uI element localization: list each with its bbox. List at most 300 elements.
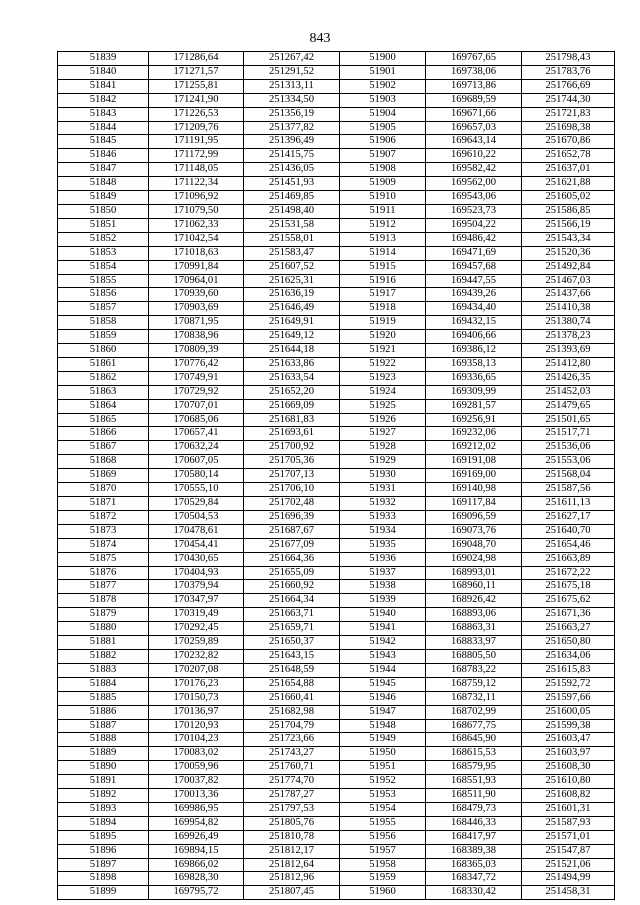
- x-coordinate-cell: 170232,82: [149, 649, 244, 663]
- point-number-cell: 51878: [58, 594, 149, 608]
- y-coordinate-cell: 251660,41: [244, 691, 340, 705]
- table-row: [58, 330, 615, 344]
- y-coordinate-cell: 251637,01: [522, 163, 615, 177]
- coordinates-table-body: [58, 52, 615, 900]
- point-number-cell: 51926: [340, 413, 426, 427]
- point-number-cell: 51869: [58, 469, 149, 483]
- y-coordinate-cell: 251655,09: [244, 566, 340, 580]
- point-number-cell: 51889: [58, 747, 149, 761]
- x-coordinate-cell: 169439,26: [426, 288, 522, 302]
- x-coordinate-cell: 169024,98: [426, 552, 522, 566]
- x-coordinate-cell: 171255,81: [149, 79, 244, 93]
- point-number-cell: 51844: [58, 121, 149, 135]
- point-number-cell: 51951: [340, 761, 426, 775]
- point-number-cell: 51870: [58, 483, 149, 497]
- y-coordinate-cell: 251608,30: [522, 761, 615, 775]
- table-row: [58, 455, 615, 469]
- y-coordinate-cell: 251723,66: [244, 733, 340, 747]
- x-coordinate-cell: 170707,01: [149, 399, 244, 413]
- y-coordinate-cell: 251705,36: [244, 455, 340, 469]
- y-coordinate-cell: 251558,01: [244, 232, 340, 246]
- x-coordinate-cell: 169386,12: [426, 344, 522, 358]
- x-coordinate-cell: 171079,50: [149, 204, 244, 218]
- point-number-cell: 51853: [58, 246, 149, 260]
- table-row: [58, 844, 615, 858]
- y-coordinate-cell: 251521,06: [522, 858, 615, 872]
- point-number-cell: 51860: [58, 344, 149, 358]
- x-coordinate-cell: 169894,15: [149, 844, 244, 858]
- x-coordinate-cell: 169543,06: [426, 191, 522, 205]
- y-coordinate-cell: 251517,71: [522, 427, 615, 441]
- x-coordinate-cell: 168347,72: [426, 872, 522, 886]
- x-coordinate-cell: 168863,31: [426, 622, 522, 636]
- table-row: [58, 775, 615, 789]
- table-row: [58, 65, 615, 79]
- point-number-cell: 51863: [58, 385, 149, 399]
- y-coordinate-cell: 251766,69: [522, 79, 615, 93]
- y-coordinate-cell: 251599,38: [522, 719, 615, 733]
- x-coordinate-cell: 168759,12: [426, 677, 522, 691]
- table-row: [58, 524, 615, 538]
- y-coordinate-cell: 251553,06: [522, 455, 615, 469]
- x-coordinate-cell: 169358,13: [426, 357, 522, 371]
- x-coordinate-cell: 168417,97: [426, 830, 522, 844]
- y-coordinate-cell: 251531,58: [244, 218, 340, 232]
- y-coordinate-cell: 251603,97: [522, 747, 615, 761]
- x-coordinate-cell: 169447,55: [426, 274, 522, 288]
- y-coordinate-cell: 251664,34: [244, 594, 340, 608]
- y-coordinate-cell: 251627,17: [522, 510, 615, 524]
- point-number-cell: 51948: [340, 719, 426, 733]
- point-number-cell: 51940: [340, 608, 426, 622]
- point-number-cell: 51890: [58, 761, 149, 775]
- y-coordinate-cell: 251654,46: [522, 538, 615, 552]
- y-coordinate-cell: 251601,31: [522, 802, 615, 816]
- x-coordinate-cell: 168833,97: [426, 636, 522, 650]
- point-number-cell: 51952: [340, 775, 426, 789]
- x-coordinate-cell: 170809,39: [149, 344, 244, 358]
- point-number-cell: 51872: [58, 510, 149, 524]
- x-coordinate-cell: 170292,45: [149, 622, 244, 636]
- x-coordinate-cell: 169434,40: [426, 302, 522, 316]
- x-coordinate-cell: 169096,59: [426, 510, 522, 524]
- x-coordinate-cell: 169169,00: [426, 469, 522, 483]
- x-coordinate-cell: 168511,90: [426, 789, 522, 803]
- y-coordinate-cell: 251356,19: [244, 107, 340, 121]
- table-row: [58, 816, 615, 830]
- table-row: [58, 246, 615, 260]
- point-number-cell: 51903: [340, 93, 426, 107]
- table-row: [58, 622, 615, 636]
- x-coordinate-cell: 169671,66: [426, 107, 522, 121]
- y-coordinate-cell: 251436,05: [244, 163, 340, 177]
- x-coordinate-cell: 170478,61: [149, 524, 244, 538]
- x-coordinate-cell: 168389,38: [426, 844, 522, 858]
- point-number-cell: 51909: [340, 177, 426, 191]
- x-coordinate-cell: 169191,08: [426, 455, 522, 469]
- y-coordinate-cell: 251611,13: [522, 497, 615, 511]
- x-coordinate-cell: 169713,86: [426, 79, 522, 93]
- point-number-cell: 51916: [340, 274, 426, 288]
- point-number-cell: 51876: [58, 566, 149, 580]
- y-coordinate-cell: 251479,65: [522, 399, 615, 413]
- x-coordinate-cell: 169767,65: [426, 52, 522, 66]
- point-number-cell: 51854: [58, 260, 149, 274]
- point-number-cell: 51904: [340, 107, 426, 121]
- y-coordinate-cell: 251334,50: [244, 93, 340, 107]
- y-coordinate-cell: 251810,78: [244, 830, 340, 844]
- x-coordinate-cell: 170991,84: [149, 260, 244, 274]
- x-coordinate-cell: 168645,90: [426, 733, 522, 747]
- y-coordinate-cell: 251744,30: [522, 93, 615, 107]
- y-coordinate-cell: 251451,93: [244, 177, 340, 191]
- point-number-cell: 51934: [340, 524, 426, 538]
- table-row: [58, 538, 615, 552]
- point-number-cell: 51936: [340, 552, 426, 566]
- y-coordinate-cell: 251380,74: [522, 316, 615, 330]
- x-coordinate-cell: 169457,68: [426, 260, 522, 274]
- y-coordinate-cell: 251797,53: [244, 802, 340, 816]
- table-row: [58, 427, 615, 441]
- point-number-cell: 51922: [340, 357, 426, 371]
- x-coordinate-cell: 170347,97: [149, 594, 244, 608]
- y-coordinate-cell: 251547,87: [522, 844, 615, 858]
- y-coordinate-cell: 251469,85: [244, 191, 340, 205]
- x-coordinate-cell: 171191,95: [149, 135, 244, 149]
- table-row: [58, 483, 615, 497]
- y-coordinate-cell: 251646,49: [244, 302, 340, 316]
- x-coordinate-cell: 169256,91: [426, 413, 522, 427]
- x-coordinate-cell: 171271,57: [149, 65, 244, 79]
- x-coordinate-cell: 169795,72: [149, 886, 244, 900]
- x-coordinate-cell: 170776,42: [149, 357, 244, 371]
- y-coordinate-cell: 251437,66: [522, 288, 615, 302]
- x-coordinate-cell: 169582,42: [426, 163, 522, 177]
- table-row: [58, 608, 615, 622]
- x-coordinate-cell: 170749,91: [149, 371, 244, 385]
- table-row: [58, 719, 615, 733]
- point-number-cell: 51913: [340, 232, 426, 246]
- x-coordinate-cell: 170871,95: [149, 316, 244, 330]
- point-number-cell: 51957: [340, 844, 426, 858]
- point-number-cell: 51954: [340, 802, 426, 816]
- point-number-cell: 51919: [340, 316, 426, 330]
- point-number-cell: 51930: [340, 469, 426, 483]
- table-row: [58, 260, 615, 274]
- x-coordinate-cell: 168677,75: [426, 719, 522, 733]
- table-row: [58, 858, 615, 872]
- x-coordinate-cell: 168926,42: [426, 594, 522, 608]
- x-coordinate-cell: 169073,76: [426, 524, 522, 538]
- table-row: [58, 802, 615, 816]
- point-number-cell: 51942: [340, 636, 426, 650]
- point-number-cell: 51917: [340, 288, 426, 302]
- x-coordinate-cell: 170207,08: [149, 663, 244, 677]
- point-number-cell: 51888: [58, 733, 149, 747]
- point-number-cell: 51845: [58, 135, 149, 149]
- point-number-cell: 51928: [340, 441, 426, 455]
- y-coordinate-cell: 251783,76: [522, 65, 615, 79]
- point-number-cell: 51871: [58, 497, 149, 511]
- table-row: [58, 441, 615, 455]
- table-row: [58, 288, 615, 302]
- table-row: [58, 52, 615, 66]
- x-coordinate-cell: 171096,92: [149, 191, 244, 205]
- y-coordinate-cell: 251669,09: [244, 399, 340, 413]
- y-coordinate-cell: 251426,35: [522, 371, 615, 385]
- point-number-cell: 51891: [58, 775, 149, 789]
- table-row: [58, 691, 615, 705]
- x-coordinate-cell: 169117,84: [426, 497, 522, 511]
- point-number-cell: 51925: [340, 399, 426, 413]
- point-number-cell: 51849: [58, 191, 149, 205]
- y-coordinate-cell: 251693,61: [244, 427, 340, 441]
- x-coordinate-cell: 171226,53: [149, 107, 244, 121]
- point-number-cell: 51944: [340, 663, 426, 677]
- point-number-cell: 51955: [340, 816, 426, 830]
- point-number-cell: 51861: [58, 357, 149, 371]
- point-number-cell: 51850: [58, 204, 149, 218]
- x-coordinate-cell: 170319,49: [149, 608, 244, 622]
- x-coordinate-cell: 168805,50: [426, 649, 522, 663]
- y-coordinate-cell: 251615,83: [522, 663, 615, 677]
- point-number-cell: 51929: [340, 455, 426, 469]
- point-number-cell: 51897: [58, 858, 149, 872]
- y-coordinate-cell: 251603,47: [522, 733, 615, 747]
- point-number-cell: 51848: [58, 177, 149, 191]
- point-number-cell: 51901: [340, 65, 426, 79]
- y-coordinate-cell: 251412,80: [522, 357, 615, 371]
- x-coordinate-cell: 170379,94: [149, 580, 244, 594]
- table-row: [58, 135, 615, 149]
- y-coordinate-cell: 251663,89: [522, 552, 615, 566]
- y-coordinate-cell: 251812,17: [244, 844, 340, 858]
- x-coordinate-cell: 169986,95: [149, 802, 244, 816]
- y-coordinate-cell: 251644,18: [244, 344, 340, 358]
- table-row: [58, 552, 615, 566]
- x-coordinate-cell: 168732,11: [426, 691, 522, 705]
- y-coordinate-cell: 251798,43: [522, 52, 615, 66]
- y-coordinate-cell: 251587,56: [522, 483, 615, 497]
- y-coordinate-cell: 251378,23: [522, 330, 615, 344]
- x-coordinate-cell: 170430,65: [149, 552, 244, 566]
- x-coordinate-cell: 169562,00: [426, 177, 522, 191]
- point-number-cell: 51868: [58, 455, 149, 469]
- coordinates-table: [57, 51, 615, 900]
- x-coordinate-cell: 170607,05: [149, 455, 244, 469]
- x-coordinate-cell: 169643,14: [426, 135, 522, 149]
- point-number-cell: 51864: [58, 399, 149, 413]
- point-number-cell: 51881: [58, 636, 149, 650]
- x-coordinate-cell: 168993,01: [426, 566, 522, 580]
- point-number-cell: 51899: [58, 886, 149, 900]
- x-coordinate-cell: 170504,53: [149, 510, 244, 524]
- x-coordinate-cell: 169140,98: [426, 483, 522, 497]
- y-coordinate-cell: 251652,78: [522, 149, 615, 163]
- table-row: [58, 93, 615, 107]
- point-number-cell: 51841: [58, 79, 149, 93]
- point-number-cell: 51949: [340, 733, 426, 747]
- y-coordinate-cell: 251664,36: [244, 552, 340, 566]
- x-coordinate-cell: 168479,73: [426, 802, 522, 816]
- point-number-cell: 51840: [58, 65, 149, 79]
- x-coordinate-cell: 170120,93: [149, 719, 244, 733]
- point-number-cell: 51866: [58, 427, 149, 441]
- table-row: [58, 357, 615, 371]
- point-number-cell: 51923: [340, 371, 426, 385]
- y-coordinate-cell: 251671,36: [522, 608, 615, 622]
- point-number-cell: 51855: [58, 274, 149, 288]
- y-coordinate-cell: 251805,76: [244, 816, 340, 830]
- table-row: [58, 218, 615, 232]
- x-coordinate-cell: 170555,10: [149, 483, 244, 497]
- y-coordinate-cell: 251760,71: [244, 761, 340, 775]
- x-coordinate-cell: 169866,02: [149, 858, 244, 872]
- point-number-cell: 51847: [58, 163, 149, 177]
- point-number-cell: 51912: [340, 218, 426, 232]
- point-number-cell: 51943: [340, 649, 426, 663]
- table-row: [58, 636, 615, 650]
- point-number-cell: 51873: [58, 524, 149, 538]
- table-row: [58, 677, 615, 691]
- y-coordinate-cell: 251625,31: [244, 274, 340, 288]
- y-coordinate-cell: 251670,86: [522, 135, 615, 149]
- y-coordinate-cell: 251704,79: [244, 719, 340, 733]
- y-coordinate-cell: 251649,91: [244, 316, 340, 330]
- x-coordinate-cell: 169336,65: [426, 371, 522, 385]
- point-number-cell: 51914: [340, 246, 426, 260]
- y-coordinate-cell: 251743,27: [244, 747, 340, 761]
- x-coordinate-cell: 170136,97: [149, 705, 244, 719]
- x-coordinate-cell: 169738,06: [426, 65, 522, 79]
- x-coordinate-cell: 169281,57: [426, 399, 522, 413]
- point-number-cell: 51935: [340, 538, 426, 552]
- y-coordinate-cell: 251587,93: [522, 816, 615, 830]
- x-coordinate-cell: 169689,59: [426, 93, 522, 107]
- x-coordinate-cell: 170059,96: [149, 761, 244, 775]
- x-coordinate-cell: 170150,73: [149, 691, 244, 705]
- y-coordinate-cell: 251415,75: [244, 149, 340, 163]
- x-coordinate-cell: 169406,66: [426, 330, 522, 344]
- table-row: [58, 469, 615, 483]
- point-number-cell: 51877: [58, 580, 149, 594]
- point-number-cell: 51918: [340, 302, 426, 316]
- y-coordinate-cell: 251452,03: [522, 385, 615, 399]
- point-number-cell: 51857: [58, 302, 149, 316]
- table-row: [58, 385, 615, 399]
- table-row: [58, 163, 615, 177]
- y-coordinate-cell: 251700,92: [244, 441, 340, 455]
- y-coordinate-cell: 251492,84: [522, 260, 615, 274]
- point-number-cell: 51933: [340, 510, 426, 524]
- table-row: [58, 274, 615, 288]
- y-coordinate-cell: 251633,86: [244, 357, 340, 371]
- point-number-cell: 51902: [340, 79, 426, 93]
- y-coordinate-cell: 251696,39: [244, 510, 340, 524]
- point-number-cell: 51905: [340, 121, 426, 135]
- x-coordinate-cell: 168960,11: [426, 580, 522, 594]
- x-coordinate-cell: 168330,42: [426, 886, 522, 900]
- x-coordinate-cell: 171286,64: [149, 52, 244, 66]
- point-number-cell: 51875: [58, 552, 149, 566]
- point-number-cell: 51931: [340, 483, 426, 497]
- y-coordinate-cell: 251267,42: [244, 52, 340, 66]
- x-coordinate-cell: 169523,73: [426, 204, 522, 218]
- point-number-cell: 51885: [58, 691, 149, 705]
- x-coordinate-cell: 169828,30: [149, 872, 244, 886]
- point-number-cell: 51893: [58, 802, 149, 816]
- point-number-cell: 51953: [340, 789, 426, 803]
- point-number-cell: 51842: [58, 93, 149, 107]
- x-coordinate-cell: 169471,69: [426, 246, 522, 260]
- table-row: [58, 566, 615, 580]
- point-number-cell: 51852: [58, 232, 149, 246]
- y-coordinate-cell: 251605,02: [522, 191, 615, 205]
- x-coordinate-cell: 169048,70: [426, 538, 522, 552]
- point-number-cell: 51886: [58, 705, 149, 719]
- table-row: [58, 232, 615, 246]
- x-coordinate-cell: 168702,99: [426, 705, 522, 719]
- x-coordinate-cell: 168551,93: [426, 775, 522, 789]
- y-coordinate-cell: 251649,12: [244, 330, 340, 344]
- x-coordinate-cell: 170657,41: [149, 427, 244, 441]
- y-coordinate-cell: 251675,18: [522, 580, 615, 594]
- y-coordinate-cell: 251498,40: [244, 204, 340, 218]
- x-coordinate-cell: 170903,69: [149, 302, 244, 316]
- point-number-cell: 51910: [340, 191, 426, 205]
- y-coordinate-cell: 251586,85: [522, 204, 615, 218]
- y-coordinate-cell: 251571,01: [522, 830, 615, 844]
- x-coordinate-cell: 170454,41: [149, 538, 244, 552]
- point-number-cell: 51908: [340, 163, 426, 177]
- y-coordinate-cell: 251313,11: [244, 79, 340, 93]
- point-number-cell: 51927: [340, 427, 426, 441]
- point-number-cell: 51956: [340, 830, 426, 844]
- y-coordinate-cell: 251600,05: [522, 705, 615, 719]
- x-coordinate-cell: 171018,63: [149, 246, 244, 260]
- y-coordinate-cell: 251396,49: [244, 135, 340, 149]
- point-number-cell: 51898: [58, 872, 149, 886]
- point-number-cell: 51946: [340, 691, 426, 705]
- y-coordinate-cell: 251681,83: [244, 413, 340, 427]
- x-coordinate-cell: 170964,01: [149, 274, 244, 288]
- y-coordinate-cell: 251682,98: [244, 705, 340, 719]
- x-coordinate-cell: 169232,06: [426, 427, 522, 441]
- table-row: [58, 191, 615, 205]
- y-coordinate-cell: 251672,22: [522, 566, 615, 580]
- x-coordinate-cell: 171209,76: [149, 121, 244, 135]
- x-coordinate-cell: 169212,02: [426, 441, 522, 455]
- table-row: [58, 705, 615, 719]
- point-number-cell: 51865: [58, 413, 149, 427]
- y-coordinate-cell: 251650,80: [522, 636, 615, 650]
- y-coordinate-cell: 251650,37: [244, 636, 340, 650]
- point-number-cell: 51892: [58, 789, 149, 803]
- y-coordinate-cell: 251659,71: [244, 622, 340, 636]
- point-number-cell: 51856: [58, 288, 149, 302]
- point-number-cell: 51924: [340, 385, 426, 399]
- table-row: [58, 79, 615, 93]
- x-coordinate-cell: 169309,99: [426, 385, 522, 399]
- x-coordinate-cell: 170037,82: [149, 775, 244, 789]
- x-coordinate-cell: 171148,05: [149, 163, 244, 177]
- y-coordinate-cell: 251536,06: [522, 441, 615, 455]
- point-number-cell: 51947: [340, 705, 426, 719]
- point-number-cell: 51932: [340, 497, 426, 511]
- x-coordinate-cell: 170404,93: [149, 566, 244, 580]
- y-coordinate-cell: 251652,20: [244, 385, 340, 399]
- y-coordinate-cell: 251610,80: [522, 775, 615, 789]
